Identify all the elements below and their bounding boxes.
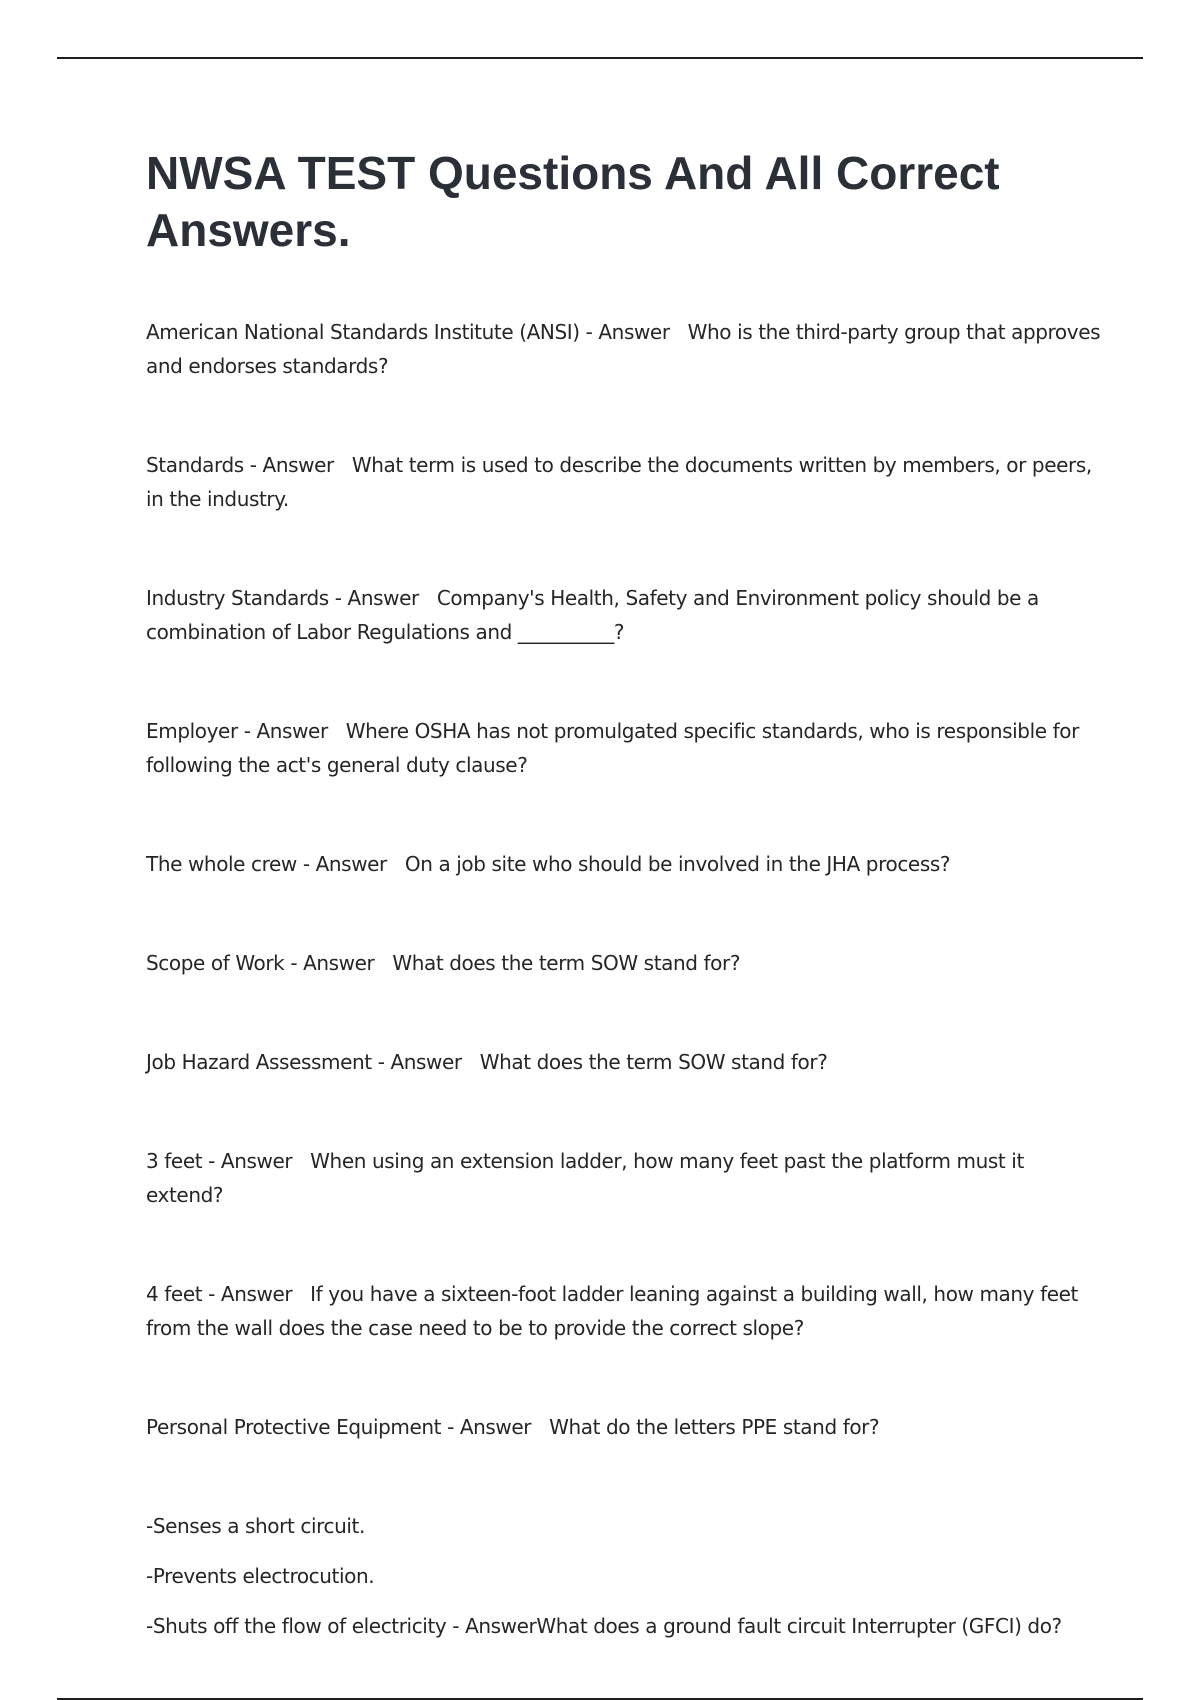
qa-item	[146, 1410, 1106, 1444]
gfci-line-2: -Prevents electrocution.	[146, 1564, 375, 1588]
qa-item	[146, 847, 1106, 881]
document-body	[146, 145, 1106, 1659]
document-title: NWSA TEST Questions And All Correct Answers.	[146, 147, 1000, 256]
question-text: Where OSHA has not promulgated specific standards, who is responsible for following the act's general duty clause?	[146, 719, 1079, 777]
answer-text: -Shuts off the flow of electricity - Answer	[146, 1614, 537, 1638]
qa-item	[146, 1045, 1106, 1079]
qa-item	[146, 315, 1106, 383]
answer-text: Industry Standards - Answer	[146, 586, 419, 610]
answer-text: American National Standards Institute (ANSI) - Answer	[146, 320, 670, 344]
answer-text: Scope of Work - Answer	[146, 951, 375, 975]
answer-text: Employer - Answer	[146, 719, 328, 743]
answer-text: 4 feet - Answer	[146, 1282, 293, 1306]
qa-item	[146, 581, 1106, 649]
answer-text: The whole crew - Answer	[146, 852, 387, 876]
answer-text: Standards - Answer	[146, 453, 334, 477]
question-text: What does the term SOW stand for?	[479, 1050, 828, 1074]
gfci-qa-item	[146, 1609, 1106, 1643]
gfci-line-1: -Senses a short circuit.	[146, 1514, 365, 1538]
qa-item	[146, 946, 1106, 980]
question-text: If you have a sixteen-foot ladder leaning against a building wall, how many feet from the wall does the case need to be to provide the correct slope?	[146, 1282, 1078, 1340]
qa-item	[146, 1277, 1106, 1345]
question-text: What does the term SOW stand for?	[392, 951, 741, 975]
question-text: Company's Health, Safety and Environment policy should be a combination of Labor Regulations and __________?	[146, 586, 1039, 644]
top-rule	[57, 57, 1143, 59]
qa-item	[146, 1144, 1106, 1212]
qa-item	[146, 448, 1106, 516]
answer-text: Personal Protective Equipment - Answer	[146, 1415, 532, 1439]
question-text: What do the letters PPE stand for?	[549, 1415, 880, 1439]
qa-item	[146, 714, 1106, 782]
question-text: Who is the third-party group that approves and endorses standards?	[146, 320, 1101, 378]
answer-text: Job Hazard Assessment - Answer	[146, 1050, 462, 1074]
question-text: What term is used to describe the documents written by members, or peers, in the industry.	[146, 453, 1092, 511]
question-text: When using an extension ladder, how many feet past the platform must it extend?	[146, 1149, 1024, 1207]
answer-text: 3 feet - Answer	[146, 1149, 293, 1173]
question-text: On a job site who should be involved in the JHA process?	[404, 852, 951, 876]
question-text: What does a ground fault circuit Interrupter (GFCI) do?	[536, 1614, 1062, 1638]
